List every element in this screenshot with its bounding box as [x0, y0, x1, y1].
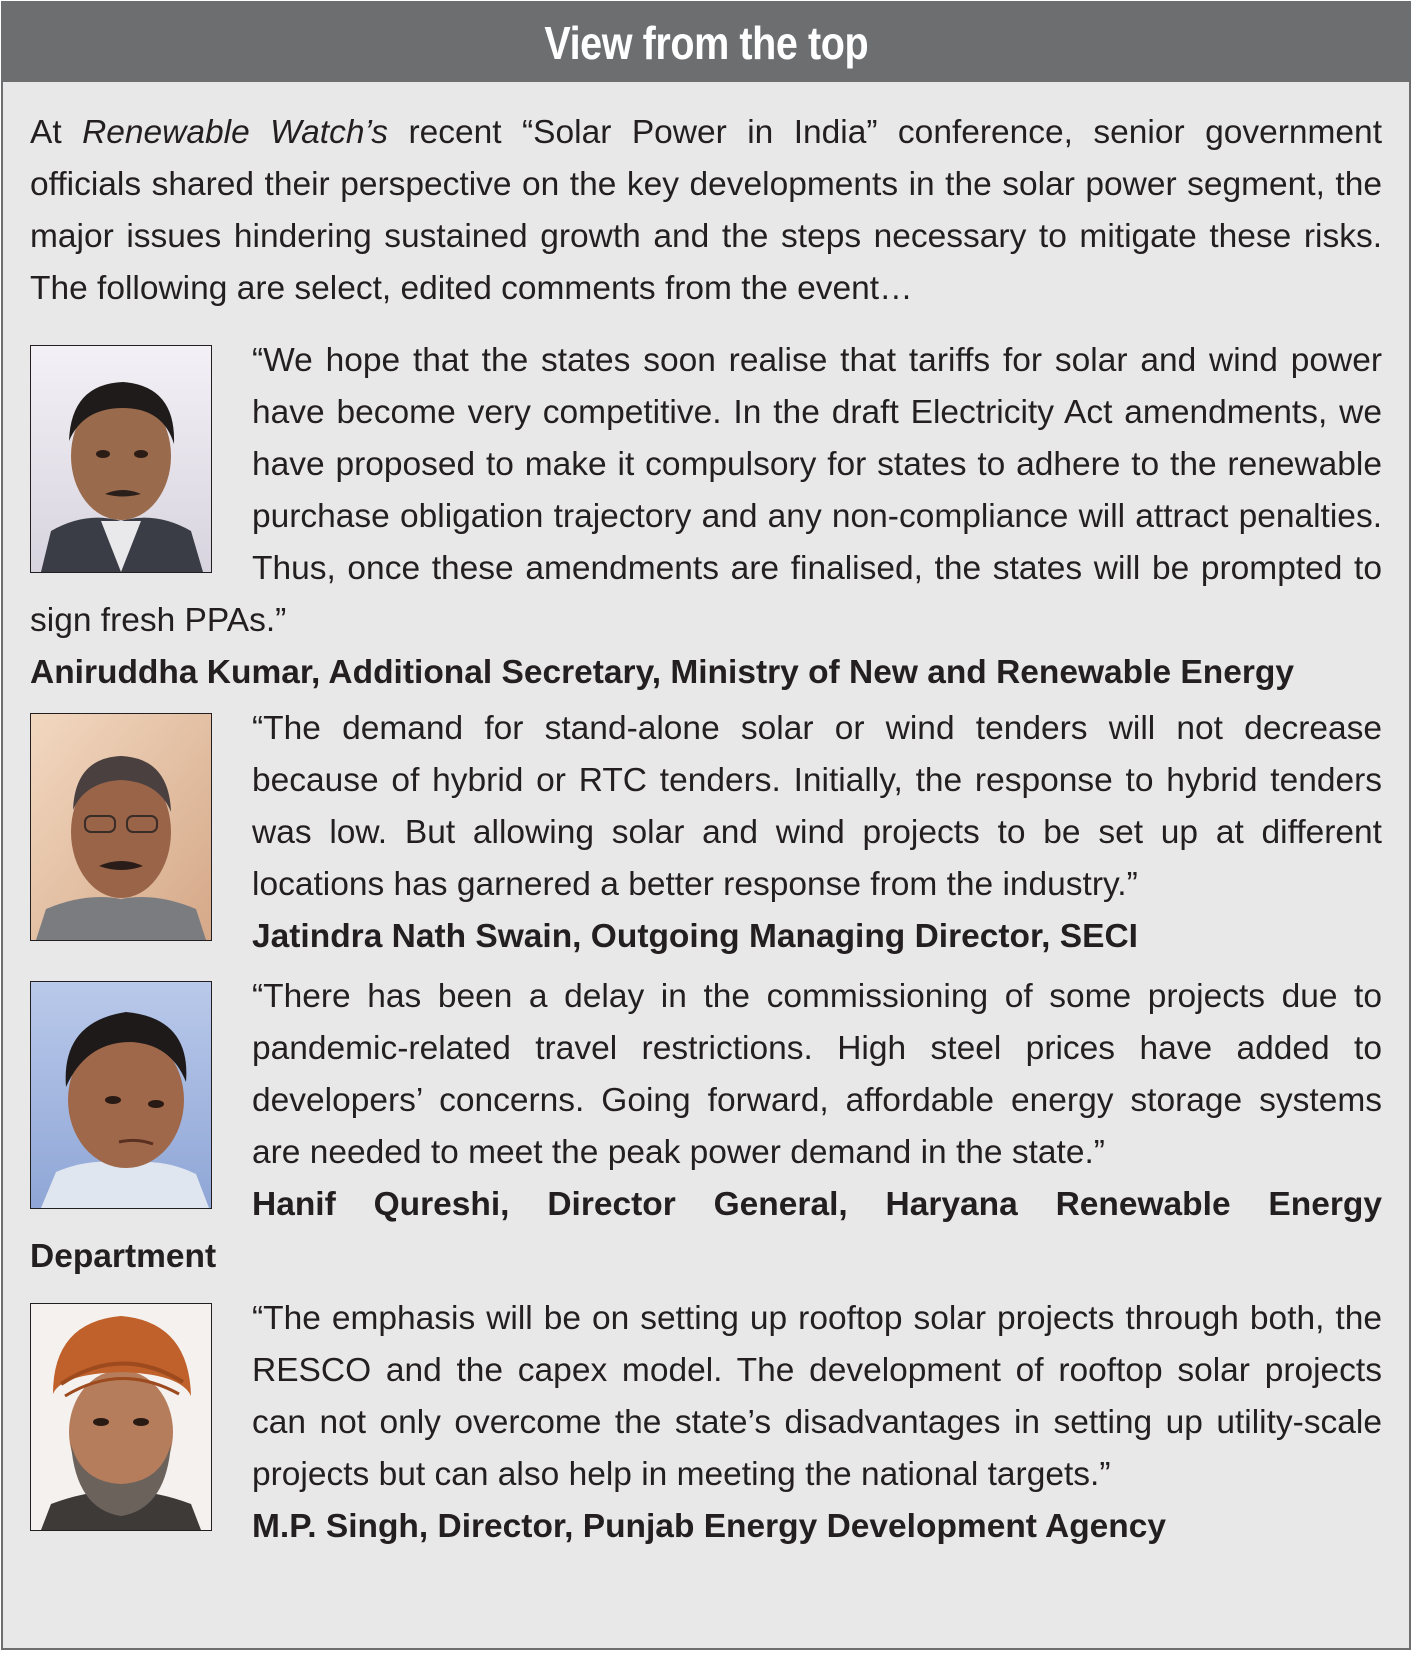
- speaker-photo-2: [30, 713, 212, 941]
- quote-block-4: [30, 1293, 1382, 1553]
- quote-block-2: [30, 703, 1382, 963]
- quote-block-3: [30, 971, 1382, 1283]
- speaker-photo-4: [30, 1303, 212, 1531]
- speaker-name-2: Jatindra Nath Swain, Outgoing Managing Director, SECI: [252, 918, 1138, 955]
- speaker-name-4: M.P. Singh, Director, Punjab Energy Development Agency: [252, 1508, 1167, 1545]
- speaker-name-1: Aniruddha Kumar, Additional Secretary, Ministry of New and Renewable Energy: [30, 654, 1294, 691]
- quote-text-2: “The demand for stand-alone solar or wind tenders will not decrease because of hybrid or RTC tenders. Initially, the response to hybrid tenders was low. But allowing solar and wind projects to be set up at different locations has garnered a better response from the industry.”: [252, 710, 1382, 903]
- quote-block-1: [30, 335, 1382, 699]
- quote-text-1: “We hope that the states soon realise that tariffs for solar and wind power have become very competitive. In the draft Electricity Act amendments, we have proposed to make it compulsory for states to adhere to the renewable purchase obligation trajectory and any non-compliance will attract penalties. Thus, once these amendments are finalised, the states will be prompted to sign fresh PPAs.”: [30, 342, 1382, 639]
- speaker-photo-3: [30, 981, 212, 1209]
- panel-header: [3, 3, 1409, 82]
- intro-body: recent “Solar Power in India” conference, senior government officials shared their perspective on the key developments in the solar power segment, the major issues hindering sustained growth and the steps necessary to mitigate these risks. The following are select, edited comments from the event…: [30, 114, 1382, 307]
- panel-title: View from the top: [544, 16, 868, 69]
- speaker-name-3: Hanif Qureshi, Director General, Haryana Renewable Energy Department: [30, 1186, 1382, 1275]
- speaker-photo-1: [30, 345, 212, 573]
- quote-text-3: “There has been a delay in the commissioning of some projects due to pandemic-related travel restrictions. High steel prices have added to developers’ concerns. Going forward, affordable energy storage systems are needed to meet the peak power demand in the state.”: [252, 978, 1382, 1171]
- publication-name: Renewable Watch’s: [82, 114, 389, 151]
- quote-text-4: “The emphasis will be on setting up rooftop solar projects through both, the RESCO and the capex model. The development of rooftop solar projects can not only overcome the state’s disadvantages in setting up utility-scale projects but can also help in meeting the national targets.”: [252, 1300, 1382, 1493]
- portrait-image-3: [31, 982, 211, 1208]
- portrait-image-2: [31, 714, 211, 940]
- sidebar-panel: [1, 1, 1411, 1650]
- portrait-image-4: [31, 1304, 211, 1530]
- portrait-image-1: [31, 346, 211, 572]
- intro-lead: At: [30, 114, 83, 151]
- intro-paragraph: [30, 107, 1382, 315]
